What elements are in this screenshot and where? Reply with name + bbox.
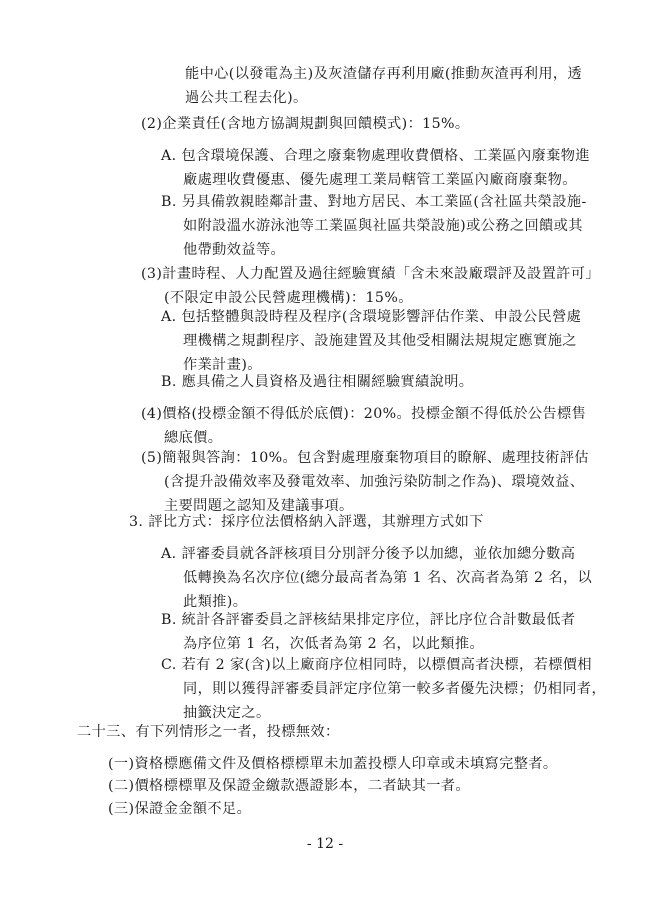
text-line: 作業計畫)。 — [183, 357, 262, 373]
text-line: 他帶動效益等。 — [183, 242, 286, 258]
text-line: 抽籤決定之。 — [183, 705, 271, 721]
item-3a-overall-schedule — [161, 305, 581, 377]
text-line: 主要問題之認知及建議事項。 — [164, 498, 354, 514]
item-2-corporate-responsibility — [141, 112, 469, 136]
text-line: 能中心(以發電為主)及灰渣儲存再利用廠(推動灰渣再利用，透 — [185, 66, 583, 82]
text-line: 過公共工程去化)。 — [185, 90, 308, 106]
page-number: - 12 - — [306, 836, 344, 852]
text-line: 總底價。 — [164, 430, 223, 446]
section-3-evaluation-method — [129, 510, 484, 534]
item-3b-personnel-qualifications — [161, 370, 473, 394]
text-line: (3)計畫時程、人力配置及過往經驗實績「含未來設廠環評及設置許可」 — [141, 266, 600, 282]
text-line: 理機構之規劃程序、設施建置及其他受相關法規規定應實施之 — [183, 333, 577, 349]
text-line: (不限定申設公民營處理機構)：15%。 — [164, 290, 413, 306]
text-line: 3. 評比方式：採序位法價格納入評選，其辦理方式如下 — [129, 514, 484, 530]
item-3b-rank-aggregation — [161, 608, 576, 656]
text-line: B. 統計各評審委員之評核結果排定序位，評比序位合計數最低者 — [161, 612, 576, 628]
text-line: 同，則以獲得評審委員評定序位第一較多者優先決標；仍相同者， — [183, 681, 607, 697]
paragraph-energy-center-continued — [185, 62, 582, 110]
text-line: (二)價格標標單及保證金繳款憑證影本，二者缺其一者。 — [108, 778, 470, 794]
text-line: 二十三、有下列情形之一者，投標無效： — [77, 724, 340, 740]
item-2a-environmental-protection — [161, 144, 590, 192]
text-line: (一)資格標應備文件及價格標標單未加蓋投標人印章或未填寫完整者。 — [108, 756, 558, 772]
text-line: A. 評審委員就各評核項目分別評分後予以加總，並依加總分數高 — [161, 546, 576, 562]
text-line: B. 另具備敦親睦鄰計畫、對地方居民、本工業區(含社區共榮設施- — [161, 194, 587, 210]
text-line: (5)簡報與答詢：10%。包含對處理廢棄物項目的瞭解、處理技術評估 — [141, 450, 589, 466]
text-line: (2)企業責任(含地方協調規劃與回饋模式)：15%。 — [141, 116, 470, 132]
text-line: (4)價格(投標金額不得低於底價)：20%。投標金額不得低於公告標售 — [141, 406, 587, 422]
section-23-heading — [77, 720, 340, 744]
text-line: C. 若有 2 家(含)以上廠商序位相同時，以標價高者決標，若標價相 — [161, 657, 592, 673]
invalid-bid-item-1 — [108, 752, 558, 776]
invalid-bid-item-3 — [108, 797, 251, 821]
text-line: B. 應具備之人員資格及過往相關經驗實績說明。 — [161, 374, 474, 390]
item-4-price — [141, 402, 586, 450]
text-line: 廠處理收費優惠、優先處理工業局轄管工業區內廠商廢棄物。 — [183, 172, 577, 188]
invalid-bid-item-2 — [108, 774, 470, 798]
text-line: 此類推)。 — [183, 594, 248, 610]
item-2b-community-relations — [161, 190, 587, 262]
text-line: A. 包含環境保護、合理之廢棄物處理收費價格、工業區內廢棄物進 — [161, 148, 590, 164]
text-line: 如附設溫水游泳池等工業區與社區共榮設施)或公務之回饋或其 — [183, 218, 583, 234]
item-5-presentation — [141, 446, 589, 518]
text-line: 為序位第 1 名，次低者為第 2 名，以此類推。 — [183, 636, 485, 652]
text-line: (三)保證金金額不足。 — [108, 801, 252, 817]
item-3c-tie-breaking — [161, 653, 606, 725]
item-3-schedule-staffing — [141, 262, 600, 310]
item-3a-score-ranking — [161, 542, 592, 614]
text-line: (含提升設備效率及發電效率、加強污染防制之作為)、環境效益、 — [164, 474, 585, 490]
text-line: A. 包括整體與設時程及程序(含環境影響評估作業、申設公民營處 — [161, 309, 582, 325]
text-line: 低轉換為名次序位(總分最高者為第 1 名、次高者為第 2 名，以 — [183, 570, 593, 586]
